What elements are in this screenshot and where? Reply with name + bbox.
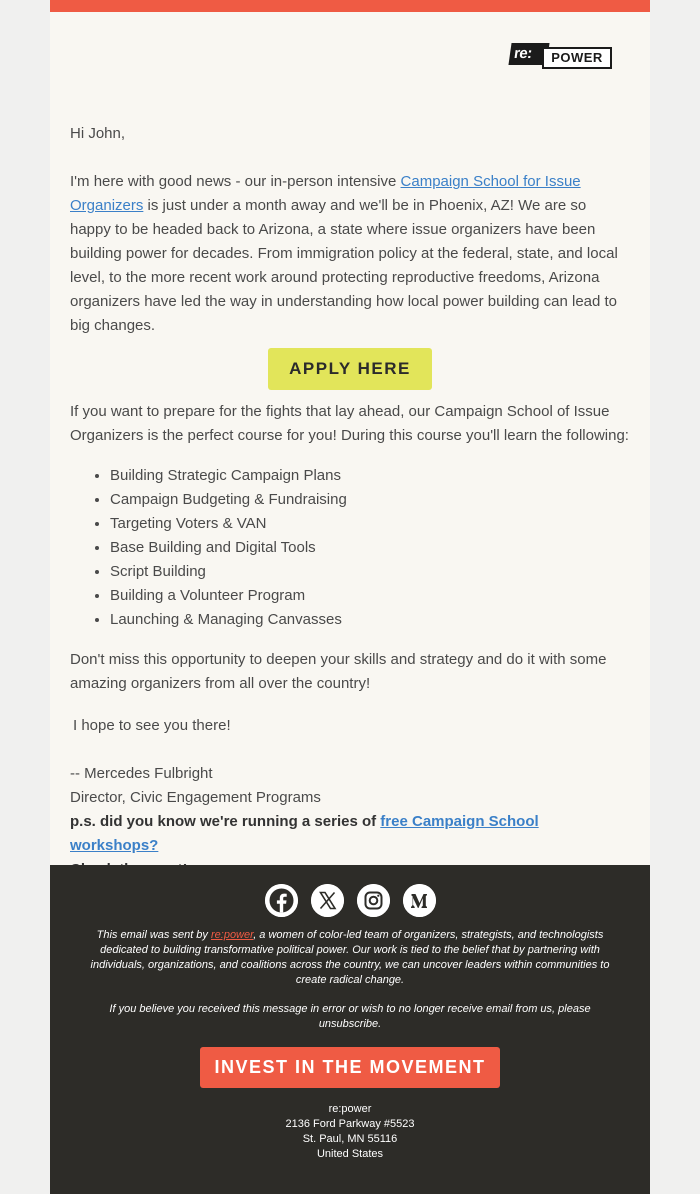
logo-re: re: <box>508 43 549 65</box>
footer <box>50 865 650 1194</box>
list-item: • Base Building and Digital Tools <box>110 536 630 560</box>
course-paragraph: If you want to prepare for the fights that lay ahead, our Campaign School of Issue Organizers is the perfect course for you! During this course you'll learn the following: <box>70 403 629 444</box>
intro-paragraph <box>70 170 630 338</box>
list-item: • Launching & Managing Canvasses <box>110 608 630 632</box>
ps-text: p.s. did you know we're running a series of <box>70 813 381 830</box>
footer-note-text: , a women of color-led team of organizers, strategists, and technologists dedicated to building transformative political power. Our work is tied to the belief that by partnering with individuals, organizations, and coalitions across the country, we can uncover leaders within communities to create radical change. <box>90 929 610 986</box>
address-line: United States <box>316 1148 384 1160</box>
unsubscribe-note: If you believe you received this message in error or wish to no longer receive email from us, please unsubscribe. <box>109 1003 591 1030</box>
medium-icon[interactable] <box>403 884 436 917</box>
footer-note <box>90 928 610 988</box>
intro-text-before: I'm here with good news - our in-person intensive <box>70 173 401 190</box>
workshops-link[interactable]: free Campaign School workshops? <box>70 813 539 854</box>
address-line: re:power <box>328 1103 372 1115</box>
opportunity-paragraph: Don't miss this opportunity to deepen your skills and strategy and do it with some amazing organizers from all over the country! <box>70 651 607 692</box>
email-container <box>50 0 650 1194</box>
mailing-address <box>50 1102 650 1162</box>
repower-logo[interactable] <box>508 43 614 69</box>
list-item: • Targeting Voters & VAN <box>110 512 630 536</box>
list-item: • Building a Volunteer Program <box>110 584 630 608</box>
instagram-icon[interactable] <box>357 884 390 917</box>
social-links <box>50 865 650 918</box>
logo-power: POWER <box>542 47 612 69</box>
intro-text-after: is just under a month away and we'll be in Phoenix, AZ! We are so happy to be headed back to Arizona, a state where issue organizers have been building power for decades. From immigration policy at the federal, state, and local level, to the more recent work around protecting reproductive freedoms, Arizona organizers have led the way in understanding how local power building can lead to big changes. <box>70 197 618 334</box>
apply-here-button[interactable]: APPLY HERE <box>268 348 432 390</box>
campaign-school-link[interactable]: Campaign School for Issue Organizers <box>70 173 581 214</box>
address-line: 2136 Ford Parkway #5523 <box>285 1118 415 1130</box>
signature-name: -- Mercedes Fulbright <box>70 765 213 782</box>
email-body <box>50 12 650 865</box>
hope-line: I hope to see you there! <box>73 717 231 734</box>
footer-note-text: This email was sent by <box>96 929 211 941</box>
top-accent-bar <box>50 0 650 12</box>
list-item: • Building Strategic Campaign Plans <box>110 464 630 488</box>
list-item: • Campaign Budgeting & Fundraising <box>110 488 630 512</box>
facebook-icon[interactable] <box>265 884 298 917</box>
x-icon[interactable] <box>311 884 344 917</box>
greeting: Hi John, <box>70 125 126 142</box>
repower-link[interactable]: re:power <box>210 929 254 941</box>
signature-title: Director, Civic Engagement Programs <box>70 789 321 806</box>
invest-button[interactable]: INVEST IN THE MOVEMENT <box>200 1047 500 1088</box>
list-item: • Script Building <box>110 560 630 584</box>
topics-list <box>70 464 630 632</box>
header <box>70 12 630 110</box>
address-line: St. Paul, MN 55116 <box>302 1133 398 1145</box>
